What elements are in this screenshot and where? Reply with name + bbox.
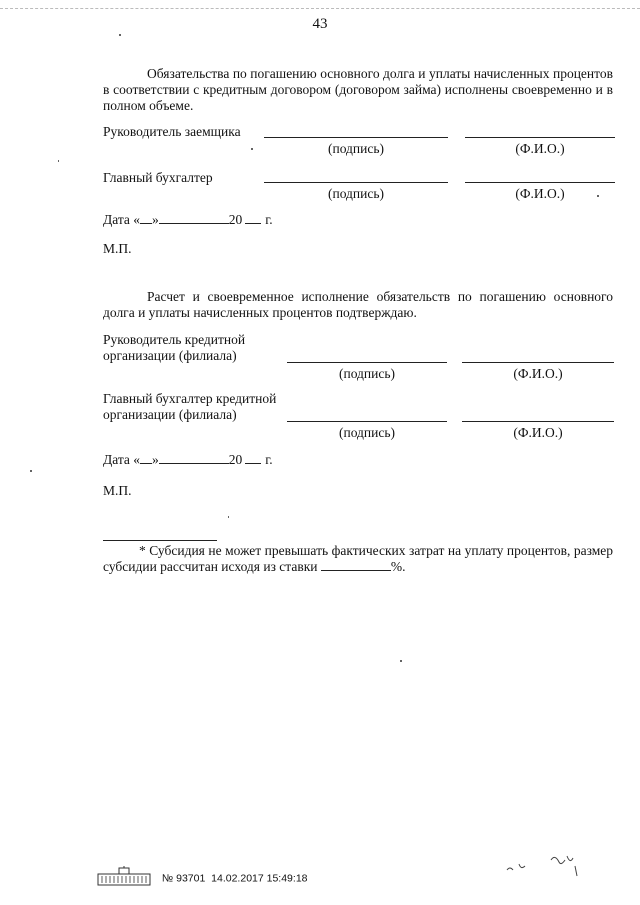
borrower-head-signature-line — [264, 137, 448, 138]
borrower-head-label: Руководитель заемщика — [103, 124, 241, 139]
bank-date-line: Дата « » 20 г. — [103, 452, 273, 467]
bank-seal-mark: М.П. — [103, 483, 132, 498]
footnote: * Субсидия не может превышать фактических затрат на уплату процентов, размер субсидии рассчитан исходя из ставки %. — [103, 543, 613, 574]
date-day-blank — [140, 452, 152, 464]
handwritten-mark-icon — [505, 852, 585, 882]
borrower-date-line: Дата « » 20 г. — [103, 212, 273, 227]
page-number: 43 — [312, 16, 328, 32]
borrower-seal-mark: М.П. — [103, 241, 132, 256]
scan-speck — [597, 195, 599, 197]
signature-caption: (подпись) — [327, 186, 385, 201]
bank-head-label: Руководитель кредитной организации (филиала) — [103, 332, 246, 363]
name-caption: (Ф.И.О.) — [513, 425, 563, 440]
footnote-text: * Субсидия не может превышать фактических затрат на уплату процентов, размер субсидии рассчитан исходя из ставки — [103, 543, 613, 574]
registration-footer — [97, 866, 308, 891]
bank-head-signature-line — [287, 362, 447, 363]
scan-speck — [400, 660, 402, 662]
signature-caption: (подпись) — [327, 141, 385, 156]
signature-caption: (подпись) — [338, 425, 396, 440]
scan-speck — [251, 148, 253, 150]
document-number: № 93701 — [161, 872, 206, 885]
borrower-statement — [103, 66, 613, 114]
name-caption: (Ф.И.О.) — [515, 186, 565, 201]
bank-accountant-label: Главный бухгалтер кредитной организации (филиала) — [103, 391, 277, 422]
bank-accountant-signature-line — [287, 421, 447, 422]
bank-head-name-line — [462, 362, 614, 363]
date-day-blank — [140, 212, 152, 224]
scan-speck — [58, 160, 59, 162]
borrower-head-name-line — [465, 137, 615, 138]
borrower-statement-text: Обязательства по погашению основного долга и уплаты начисленных процентов в соответствии с кредитным договором (договором займа) исполнены своевременно и в полном объеме. — [103, 66, 613, 113]
date-year-blank — [245, 452, 261, 464]
date-month-blank — [159, 452, 229, 464]
bank-accountant-name-line — [462, 421, 614, 422]
scan-speck — [228, 516, 229, 518]
scan-top-edge — [0, 8, 640, 9]
borrower-accountant-name-line — [465, 182, 615, 183]
signature-caption: (подпись) — [338, 366, 396, 381]
rate-blank — [321, 559, 391, 571]
footnote-rule — [103, 540, 217, 541]
bank-statement — [103, 289, 613, 321]
scan-speck — [30, 470, 32, 472]
building-logo-icon — [97, 866, 151, 891]
name-caption: (Ф.И.О.) — [515, 141, 565, 156]
scan-speck — [119, 34, 121, 36]
borrower-accountant-signature-line — [264, 182, 448, 183]
date-month-blank — [159, 212, 229, 224]
date-year-blank — [245, 212, 261, 224]
timestamp: 14.02.2017 15:49:18 — [211, 872, 308, 885]
borrower-accountant-label: Главный бухгалтер — [103, 170, 213, 185]
bank-statement-text: Расчет и своевременное исполнение обязательств по погашению основного долга и уплаты начисленных процентов подтверждаю. — [103, 289, 613, 320]
name-caption: (Ф.И.О.) — [513, 366, 563, 381]
